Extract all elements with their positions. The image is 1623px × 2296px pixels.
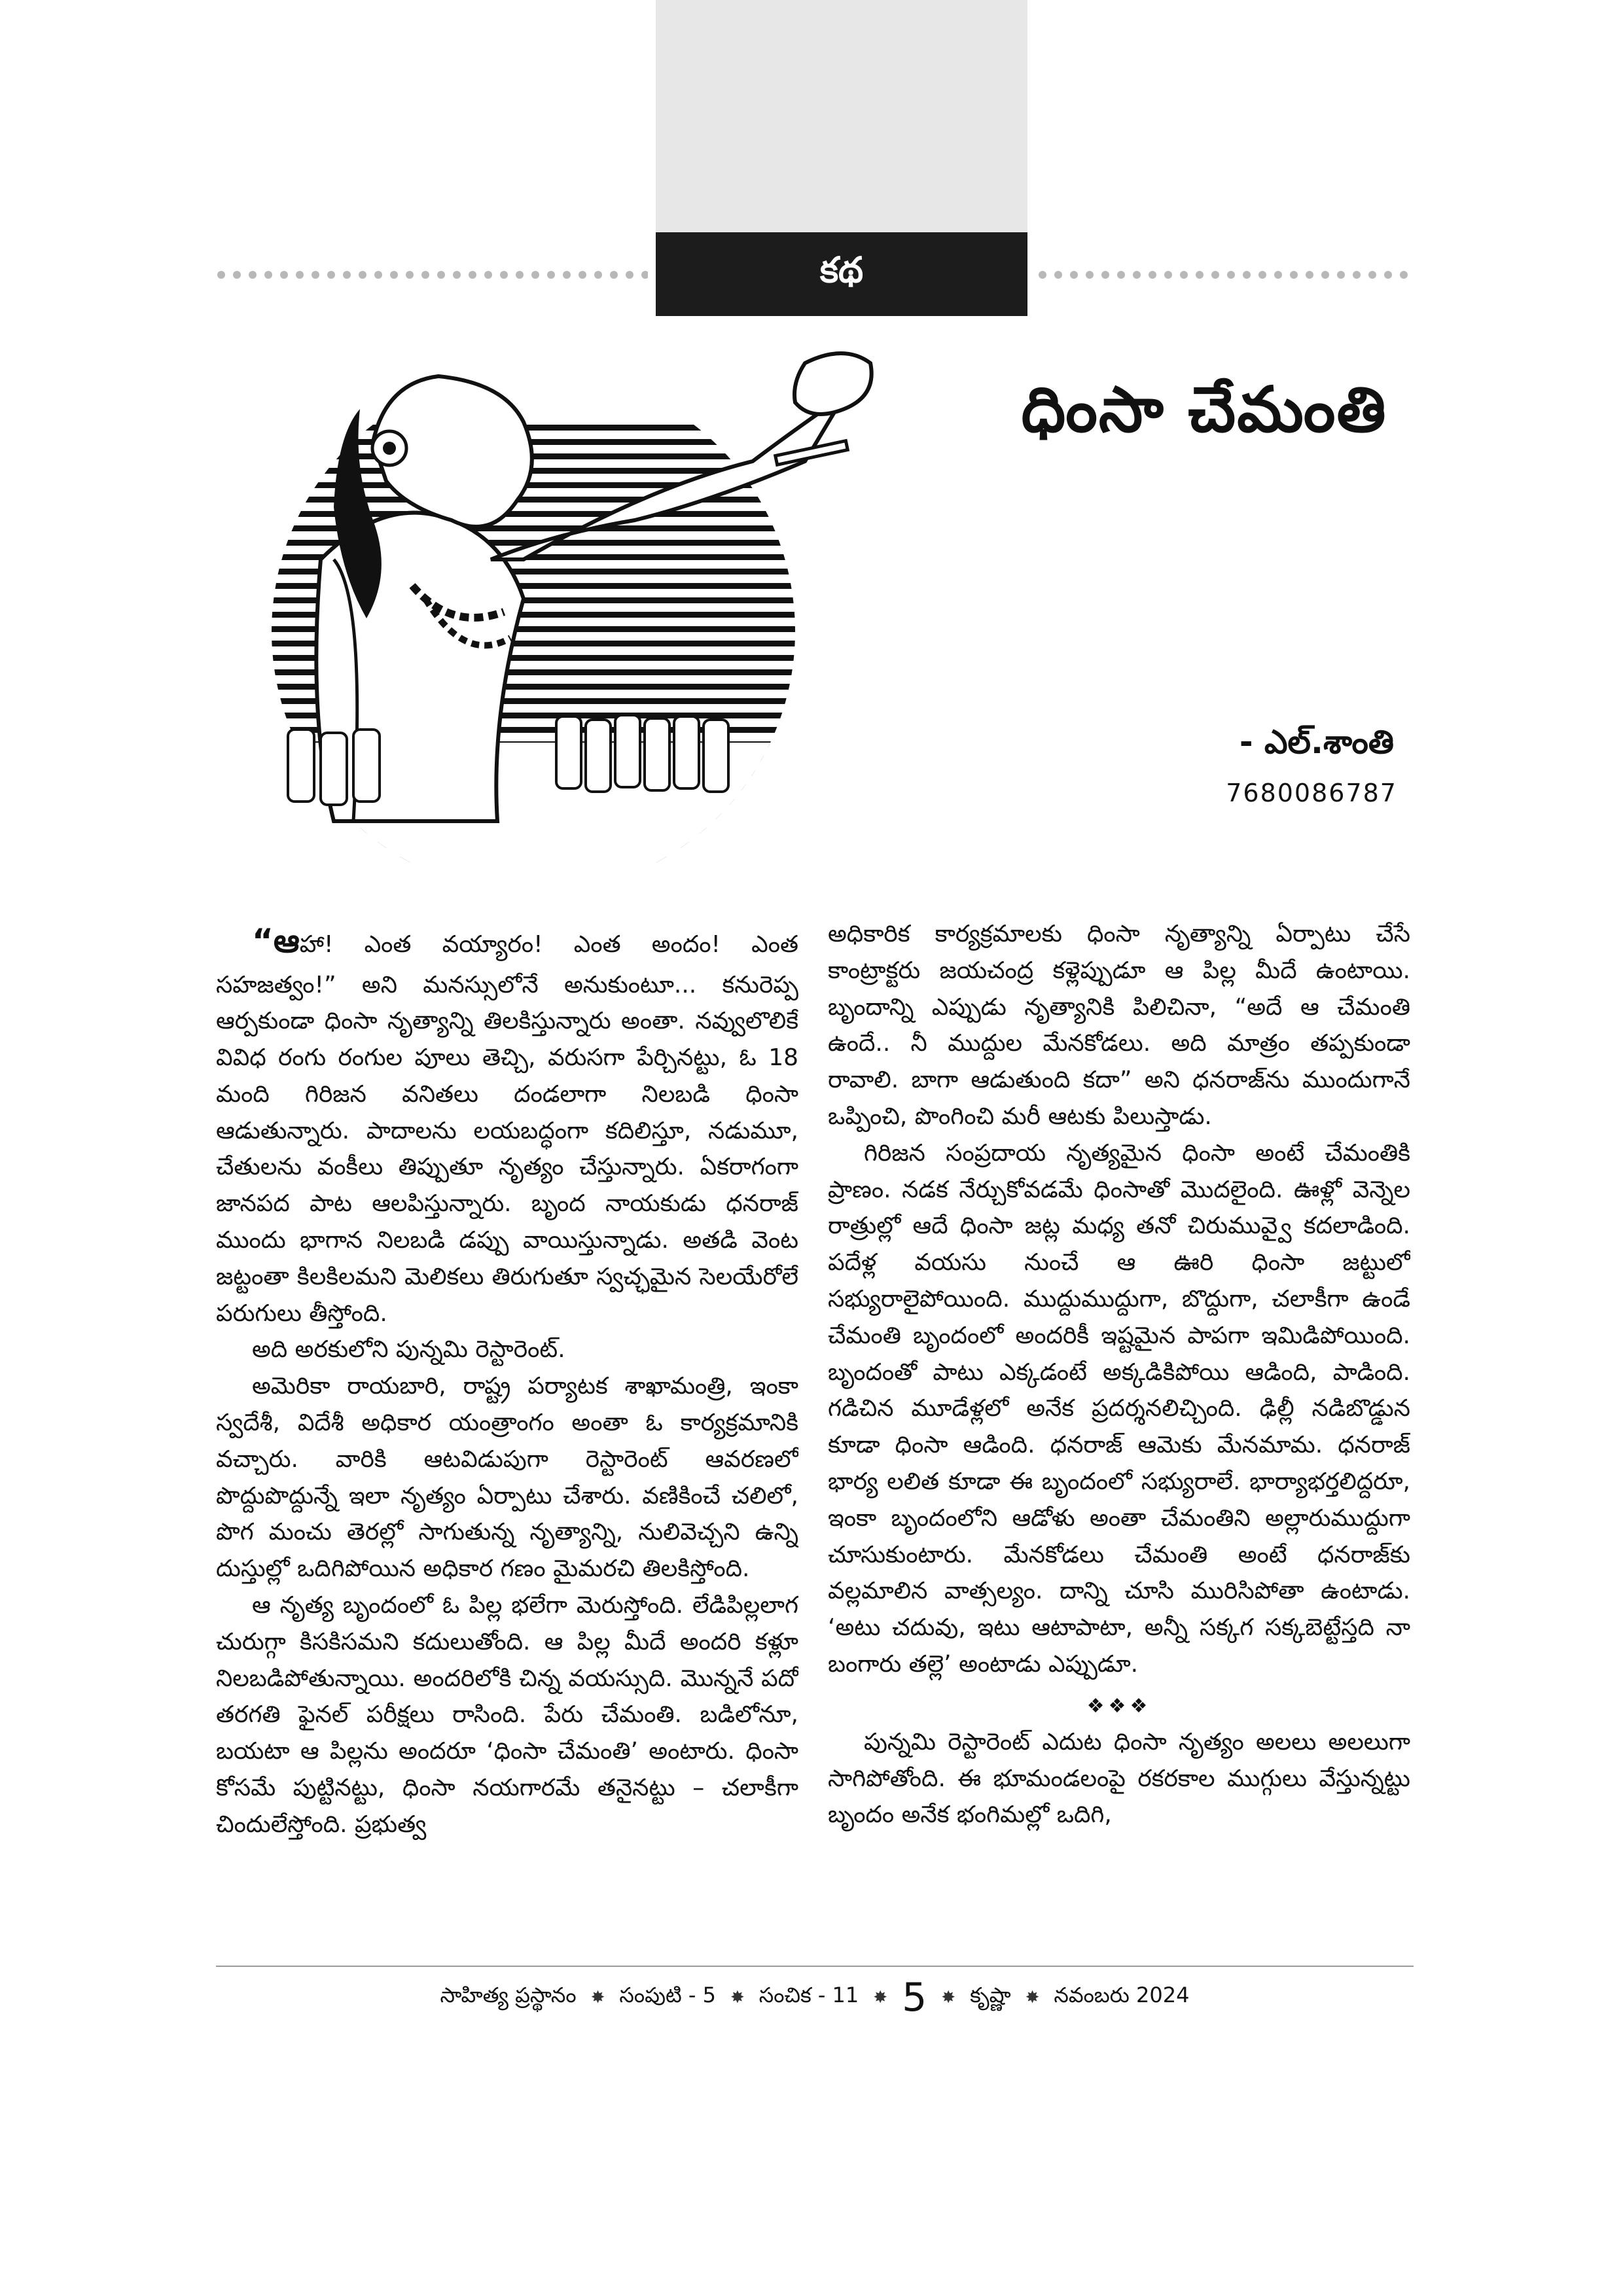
dotted-divider-left [216, 268, 648, 281]
story-title: ధింసా చేమంతి [1021, 373, 1387, 446]
header-tab-background [656, 0, 1027, 232]
star-icon: ✸ [590, 1988, 605, 2007]
left-column [216, 916, 798, 1963]
footer-rule [216, 1966, 1414, 1967]
dotted-divider-right [1037, 268, 1410, 281]
paragraph [216, 916, 798, 1332]
author-name: - ఎల్.శాంతి [1239, 723, 1394, 761]
paragraph: గిరిజన సంప్రదాయ నృత్యమైన ధింసా అంటే చేమంతికి ప్రాణం. నడక నేర్చుకోవడమే ధింసాతో మొదలైంది. ఊళ్లో వెన్నెల రాత్రుల్లో ఆదే ధింసా జట్ల మధ్య తనో చిరుమువ్వై కదలాడింది. పదేళ్ల వయసు నుంచే ఆ ఊరి ధింసా జట్టులో సభ్యురాలైపోయింది. ముద్దుముద్దుగా, బొద్దుగా, చలాకీగా ఉండే చేమంతి బృందంలో అందరికీ ఇష్టమైన పాపగా ఇమిడిపోయింది. బృందంతో పాటు ఎక్కడంటే అక్కడికిపోయి ఆడింది, పాడింది. గడిచిన మూడేళ్లలో అనేక ప్రదర్శనలిచ్చింది. ఢిల్లీ నడిబొడ్డున కూడా ధింసా ఆడింది. ధనరాజ్ ఆమెకు మేనమామ. ధనరాజ్ భార్య లలిత కూడా ఈ బృందంలో సభ్యురాలే. భార్యాభర్తలిద్దరూ, ఇంకా బృందంలోని ఆడోళు అంతా చేమంతిని అల్లారుముద్దుగా చూసుకుంటారు. మేనకోడలు చేమంతి అంటే ధనరాజ్‌కు వల్లమాలిన వాత్సల్యం. దాన్ని చూసి మురిసిపోతా ఉంటాడు. ‘అటు చదువు, ఇటు ఆటాపాటా, అన్నీ సక్కగ సక్కబెట్టేస్తది నా బంగారు తల్లె’ అంటాడు ఎప్పుడూ. [828, 1139, 1410, 1678]
region: కృష్ణా [970, 1983, 1011, 2007]
page-footer [216, 1975, 1414, 2021]
section-label-text: కథ [819, 249, 864, 291]
paragraph-text: హా! ఎంత వయ్యారం! ఎంత అందం! ఎంత సహజత్వం!” అని మనస్సులోనే అనుకుంటూ... కనురెప్ప ఆర్పకుండా ధింసా నృత్యాన్ని తిలకిస్తున్నారు అంతా. నవ్వులొలికే వివిధ రంగు రంగుల పూలు తెచ్చి, వరుసగా పేర్చినట్టు, ఓ 18 మంది గిరిజన వనితలు దండలాగా నిలబడి ధింసా ఆడుతున్నారు. పాదాలను లయబద్ధంగా కదిలిస్తూ, నడుమూ, చేతులను వంకీలు తిప్పుతూ నృత్యం చేస్తున్నారు. ఏకరాగంగా జానపద పాట ఆలపిస్తున్నారు. బృంద నాయకుడు ధనరాజ్ ముందు భాగాన నిలబడి డప్పు వాయిస్తున్నాడు. అతడి వెంట జట్టంతా కిలకిలమని మెలికలు తిరుగుతూ స్వచ్ఛమైన సెలయేరోలే పరుగులు తీస్తోంది. [216, 931, 798, 1327]
magazine-name: సాహిత్య ప్రస్థానం [440, 1983, 577, 2007]
section-label [656, 232, 1027, 316]
volume: సంపుటి - 5 [619, 1983, 716, 2007]
issue: సంచిక - 11 [758, 1983, 859, 2007]
star-icon: ✸ [1025, 1988, 1040, 2007]
paragraph: పున్నమి రెస్టారెంట్ ఎదుట ధింసా నృత్యం అలలు అలలుగా సాగిపోతోంది. ఈ భూమండలంపై రకరకాల ముగ్గులు వేస్తున్నట్టు బృందం అనేక భంగిమల్లో ఒదిగి, [828, 1728, 1410, 1829]
section-separator: ❖❖❖ [1086, 1694, 1152, 1718]
star-icon: ✸ [873, 1988, 888, 2007]
paragraph: అధికారిక కార్యక్రమాలకు ధింసా నృత్యాన్ని ఏర్పాటు చేసే కాంట్రాక్టరు జయచంద్ర కళ్లెప్పుడూ ఆ పిల్ల మీదే ఉంటాయి. బృందాన్ని ఎప్పుడు నృత్యానికి పిలిచినా, “అదే ఆ చేమంతి ఉందే.. నీ ముద్దుల మేనకోడలు. అది మాత్రం తప్పకుండా రావాలి. బాగా ఆడుతుంది కదా” అని ధనరాజ్‌ను ముందుగానే ఒప్పించి, పొంగించి మరీ ఆటకు పిలుస్తాడు. [828, 921, 1410, 1130]
dancer-illustration [216, 324, 916, 874]
star-icon: ✸ [941, 1988, 956, 2007]
paragraph: అమెరికా రాయబారి, రాష్ట్ర పర్యాటక శాఖామంత్రి, ఇంకా స్వదేశీ, విదేశీ అధికార యంత్రాంగం అంతా ఓ కార్యక్రమానికి వచ్చారు. వారికి ఆటవిడుపుగా రెస్టారెంట్ ఆవరణలో పొద్దుపొద్దున్నే ఇలా నృత్యం ఏర్పాటు చేశారు. వణికించే చలిలో, పొగ మంచు తెరల్లో సాగుతున్న నృత్యాన్ని, నులివెచ్చని ఉన్ని దుస్తుల్లో ఒదిగిపోయిన అధికార గణం మైమరచి తిలకిస్తోంది. [216, 1373, 798, 1583]
paragraph: ఆ నృత్య బృందంలో ఓ పిల్ల భలేగా మెరుస్తోంది. లేడిపిల్లలాగ చురుగ్గా కిసకిసమని కదులుతోంది. ఆ పిల్ల మీదే అందరి కళ్లూ నిలబడిపోతున్నాయి. అందరిలోకి చిన్న వయస్సుది. మొన్ననే పదో తరగతి ఫైనల్ పరీక్షలు రాసింది. పేరు చేమంతి. బడిలోనూ, బయటా ఆ పిల్లను అందరూ ‘ధింసా చేమంతి’ అంటారు. ధింసా కోసమే పుట్టినట్టు, ధింసా నయగారమే తనైనట్టు – చలాకీగా చిందులేస్తోంది. ప్రభుత్వ [216, 1592, 798, 1838]
issue-date: నవంబరు 2024 [1054, 1983, 1190, 2007]
right-column [828, 916, 1410, 1963]
author-phone: 7680086787 [1226, 779, 1397, 807]
page-number: 5 [902, 1975, 927, 2021]
star-icon: ✸ [730, 1988, 745, 2007]
paragraph: అది అరకులోని పున్నమి రెస్టారెంట్. [252, 1336, 565, 1364]
drop-lead: “ఆ [252, 922, 300, 960]
